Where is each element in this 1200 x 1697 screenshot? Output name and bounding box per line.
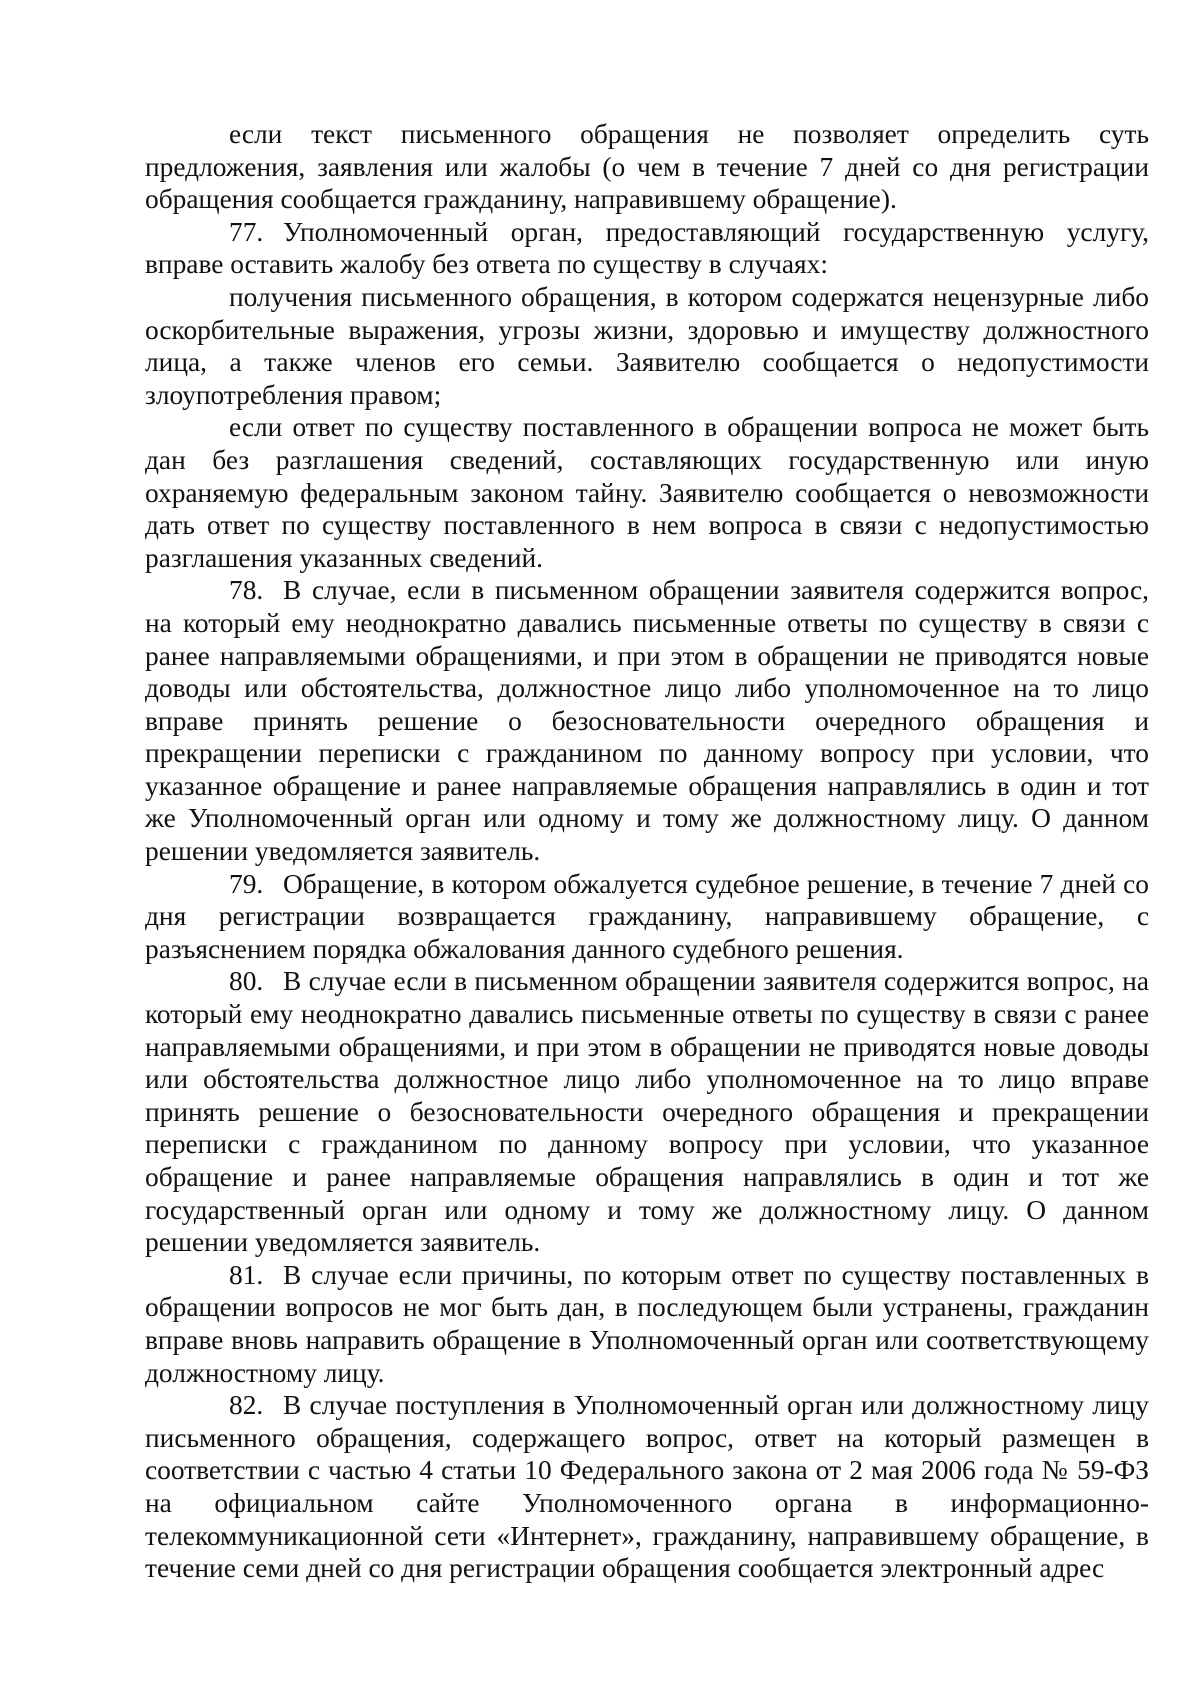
paragraph-continuation	[145, 118, 1149, 216]
paragraph-number: 81.	[229, 1259, 264, 1290]
paragraph-79	[145, 868, 1149, 966]
paragraph-text: В случае если причины, по которым ответ по существу поставленных в обращении вопросов не мог быть дан, в последующем были устранены, гражданин вправе вновь направить обращение в Уполномоченный орган или соответствующему должностному лицу.	[145, 1259, 1149, 1388]
paragraph-text: получения письменного обращения, в котором содержатся нецензурные либо оскорбительные выражения, угрозы жизни, здоровью и имуществу должностного лица, а также членов его семьи. Заявителю сообщается о недопустимости злоупотребления правом;	[145, 281, 1149, 410]
paragraph-text: если текст письменного обращения не позволяет определить суть предложения, заявления или жалобы (о чем в течение 7 дней со дня регистрации обращения сообщается гражданину, направившему обращение).	[145, 119, 1149, 215]
paragraph-78	[145, 574, 1149, 867]
paragraph-81	[145, 1259, 1149, 1389]
document-page	[145, 118, 1149, 1585]
paragraph-text: В случае поступления в Уполномоченный орган или должностному лицу письменного обращения, содержащего вопрос, ответ на который размещен в соответствии с частью 4 статьи 10 Федерального закона от 2 мая 2006 года № 59-ФЗ на официальном сайте Уполномоченного органа в информационно-телекоммуникационной сети «Интернет», гражданину, направившему обращение, в течение семи дней со дня регистрации обращения сообщается электронный адрес	[145, 1390, 1149, 1584]
paragraph-number: 78.	[229, 575, 264, 606]
paragraph-text: Обращение, в котором обжалуется судебное решение, в течение 7 дней со дня регистрации возвращается гражданину, направившему обращение, с разъяснением порядка обжалования данного судебного решения.	[145, 868, 1149, 964]
paragraph-text: В случае, если в письменном обращении заявителя содержится вопрос, на который ему неоднократно давались письменные ответы по существу в связи с ранее направляемыми обращениями, и при этом в обращении не приводятся новые доводы или обстоятельства, должностное лицо либо уполномоченное на то лицо вправе принять решение о безосновательности очередного обращения и прекращении переписки с гражданином по данному вопросу при условии, что указанное обращение и ранее направляемые обращения направлялись в один и тот же Уполномоченный орган или одному и тому же должностному лицу. О данном решении уведомляется заявитель.	[145, 575, 1149, 867]
paragraph-number: 82.	[229, 1390, 264, 1421]
paragraph-number: 79.	[229, 868, 264, 899]
paragraph-number: 77.	[229, 216, 264, 247]
paragraph-80	[145, 965, 1149, 1258]
paragraph-77	[145, 216, 1149, 281]
paragraph-text: если ответ по существу поставленного в обращении вопроса не может быть дан без разглашения сведений, составляющих государственную или иную охраняемую федеральным законом тайну. Заявителю сообщается о невозможности дать ответ по существу поставленного в нем вопроса в связи с недопустимостью разглашения указанных сведений.	[145, 412, 1149, 573]
paragraph-number: 80.	[229, 966, 264, 997]
paragraph-text: Уполномоченный орган, предоставляющий государственную услугу, вправе оставить жалобу без ответа по существу в случаях:	[145, 216, 1149, 280]
paragraph-77-case-1	[145, 281, 1149, 411]
paragraph-text: В случае если в письменном обращении заявителя содержится вопрос, на который ему неоднократно давались письменные ответы по существу в связи с ранее направляемыми обращениями, и при этом в обращении не приводятся новые доводы или обстоятельства должностное лицо либо уполномоченное на то лицо вправе принять решение о безосновательности очередного обращения и прекращении переписки с гражданином по данному вопросу при условии, что указанное обращение и ранее направляемые обращения направлялись в один и тот же государственный орган или одному и тому же должностному лицу. О данном решении уведомляется заявитель.	[145, 966, 1149, 1258]
paragraph-82	[145, 1389, 1149, 1585]
paragraph-77-case-2	[145, 411, 1149, 574]
